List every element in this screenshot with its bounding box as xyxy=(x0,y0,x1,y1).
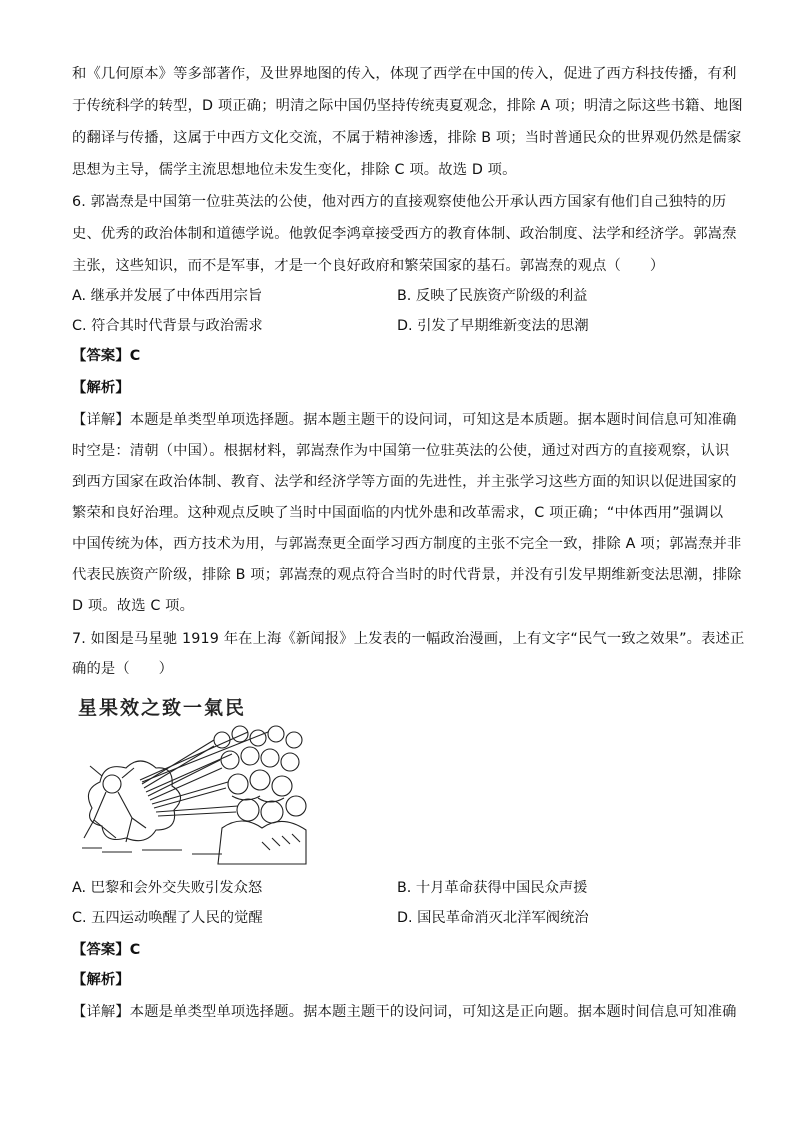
q7-detail-line: 【详解】本题是单类型单项选择题。据本题主题干的设问词，可知这是正向题。据本题时间信息可知准确 xyxy=(72,1004,737,1020)
cartoon-caption: 星果效之致一氣民 xyxy=(78,697,247,719)
q6-option-c: C. 符合其时代背景与政治需求 xyxy=(72,318,263,334)
q7-answer: 【答案】C xyxy=(72,942,141,958)
question-6-stem: 主张，这些知识，而不是军事，才是一个良好政府和繁荣国家的基石。郭嵩焘的观点（ ） xyxy=(72,258,665,274)
q6-detail-line: 到西方国家在政治体制、教育、法学和经济学等方面的先进性，并主张学习这些方面的知识以促进国家的 xyxy=(72,474,737,490)
q6-detail-line: 代表民族资产阶级，排除 B 项；郭嵩焘的观点符合当时的时代背景，并没有引发早期维新变法思潮，排除 xyxy=(72,567,742,583)
text-line: 和《几何原本》等多部著作，及世界地图的传入，体现了西学在中国的传入，促进了西方科技传播，有利 xyxy=(72,66,737,82)
q6-detail-line: 时空是：清朝（中国）。根据材料，郭嵩焘作为中国第一位驻英法的公使，通过对西方的直接观察，认识 xyxy=(72,443,730,459)
q7-option-a: A. 巴黎和会外交失败引发众怒 xyxy=(72,880,263,896)
question-7-stem: 7. 如图是马星驰 1919 年在上海《新闻报》上发表的一幅政治漫画，上有文字“民气一致之效果”。表述正 xyxy=(72,631,745,647)
q7-option-c: C. 五四运动唤醒了人民的觉醒 xyxy=(72,910,263,926)
q6-detail-line: 繁荣和良好治理。这种观点反映了当时中国面临的内忧外患和改革需求，C 项正确；“中体西用”强调以 xyxy=(72,505,724,521)
q6-detail-line: D 项。故选 C 项。 xyxy=(72,598,195,614)
text-line: 思想为主导，儒学主流思想地位未发生变化，排除 C 项。故选 D 项。 xyxy=(72,162,517,178)
q7-option-b: B. 十月革命获得中国民众声援 xyxy=(397,880,588,896)
political-cartoon-image xyxy=(72,688,310,866)
question-6-stem: 史、优秀的政治体制和道德学说。他敦促李鸿章接受西方的教育体制、政治制度、法学和经济学。郭嵩焘 xyxy=(72,226,737,242)
q6-option-a: A. 继承并发展了中体西用宗旨 xyxy=(72,288,263,304)
question-7-stem: 确的是（ ） xyxy=(72,661,174,677)
q7-option-d: D. 国民革命消灭北洋军阀统治 xyxy=(397,910,589,926)
q6-detail-line: 【详解】本题是单类型单项选择题。据本题主题干的设问词，可知这是本质题。据本题时间信息可知准确 xyxy=(72,412,737,428)
question-6-stem: 6. 郭嵩焘是中国第一位驻英法的公使，他对西方的直接观察使他公开承认西方国家有他们自己独特的历 xyxy=(72,194,727,210)
text-line: 于传统科学的转型，D 项正确；明清之际中国仍坚持传统夷夏观念，排除 A 项；明清之际这些书籍、地图 xyxy=(72,98,743,114)
q7-analysis-label: 【解析】 xyxy=(72,972,130,988)
q6-option-d: D. 引发了早期维新变法的思潮 xyxy=(397,318,589,334)
q6-answer: 【答案】C xyxy=(72,348,141,364)
q6-option-b: B. 反映了民族资产阶级的利益 xyxy=(397,288,588,304)
q6-analysis-label: 【解析】 xyxy=(72,380,130,396)
q6-detail-line: 中国传统为体，西方技术为用，与郭嵩焘更全面学习西方制度的主张不完全一致，排除 A 项；郭嵩焘并非 xyxy=(72,536,742,552)
text-line: 的翻译与传播，这属于中西方文化交流，不属于精神渗透，排除 B 项；当时普通民众的世界观仍然是儒家 xyxy=(72,130,742,146)
